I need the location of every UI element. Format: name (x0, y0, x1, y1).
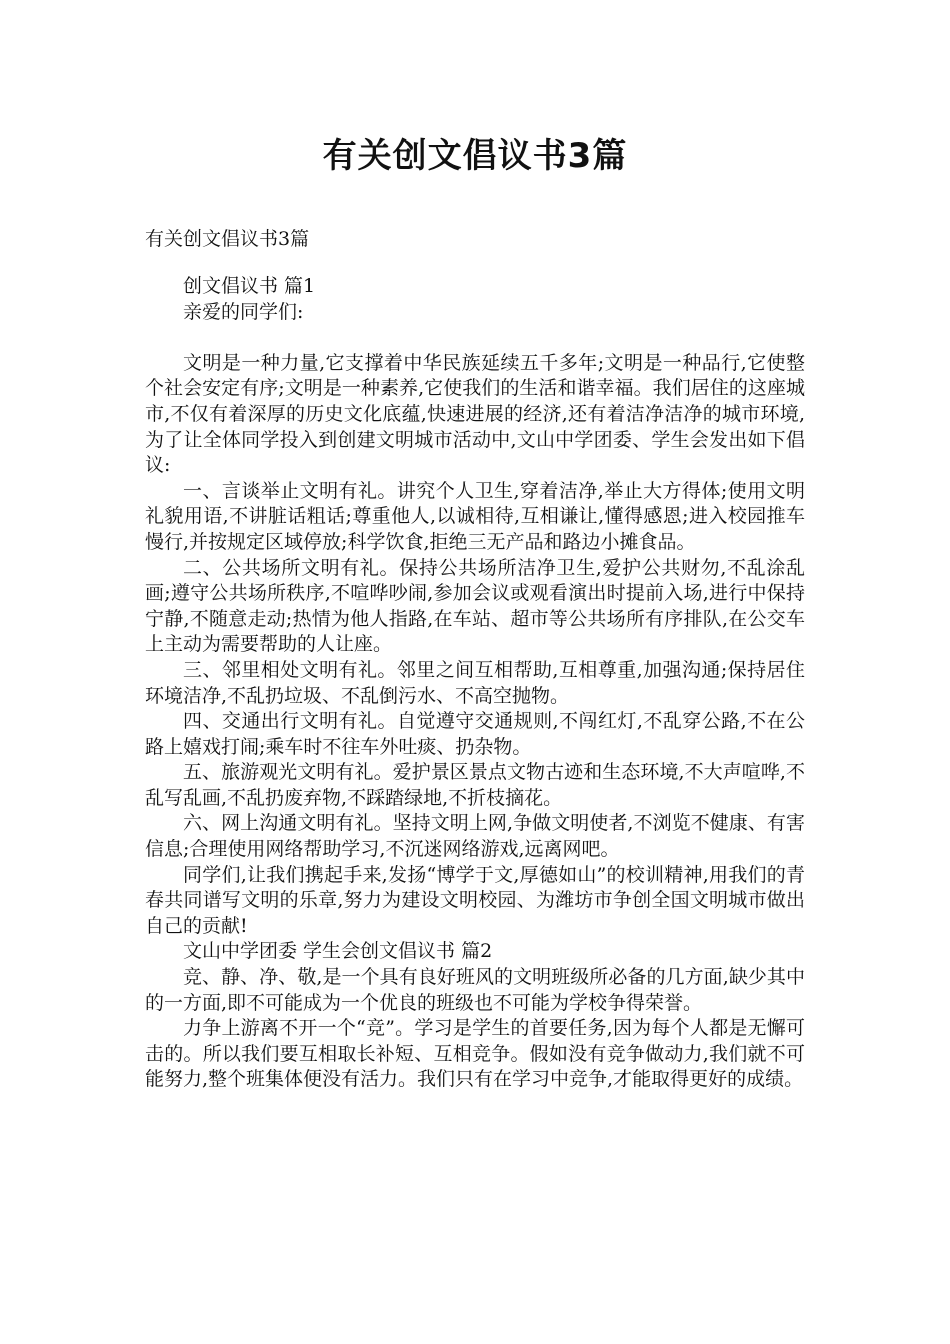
salutation: 亲爱的同学们: (183, 300, 304, 323)
paragraph: 二、公共场所文明有礼。保持公共场所洁净卫生,爱护公共财勿,不乱涂乱画;遵守公共场所秩序,不喧哗吵闹,参加会议或观看演出时提前入场,进行中保持宁静,不随意走动;热情为他人指路,在车站、超市等公共场所有序排队,在公交车上主动为需要帮助的人让座。 (145, 556, 805, 656)
paragraph: 力争上游离不开一个“竞”。学习是学生的首要任务,因为每个人都是无懈可击的。所以我们要互相取长补短、互相竞争。假如没有竞争做动力,我们就不可能努力,整个班集体便没有活力。我们只有在学习中竞争,才能取得更好的成绩。 (145, 1017, 805, 1091)
document-subtitle: 有关创文倡议书3篇 (145, 228, 310, 250)
paragraph-spacer (145, 325, 805, 351)
section-heading: 创文倡议书 篇1 (183, 275, 316, 297)
paragraph: 三、邻里相处文明有礼。邻里之间互相帮助,互相尊重,加强沟通;保持居住环境洁净,不乱扔垃圾、不乱倒污水、不高空抛物。 (145, 658, 805, 707)
section-heading: 文山中学团委 学生会创文倡议书 篇2 (183, 940, 493, 963)
paragraph: 四、交通出行文明有礼。自觉遵守交通规则,不闯红灯,不乱穿公路,不在公路上嬉戏打闹;乘车时不往车外吐痰、扔杂物。 (145, 710, 805, 758)
paragraph: 同学们,让我们携起手来,发扬“博学于文,厚德如山”的校训精神,用我们的青春共同谱写文明的乐章,努力为建设文明校园、为潍坊市争创全国文明城市做出自己的贡献! (145, 863, 805, 937)
document-title: 有关创文倡议书3篇 (322, 136, 628, 176)
document-body (145, 274, 805, 1093)
paragraph: 竞、静、净、敬,是一个具有良好班风的文明班级所必备的几方面,缺少其中的一方面,即不可能成为一个优良的班级也不可能为学校争得荣誉。 (145, 966, 805, 1014)
paragraph: 六、网上沟通文明有礼。坚持文明上网,争做文明使者,不浏览不健康、有害信息;合理使用网络帮助学习,不沉迷网络游戏,远离网吧。 (145, 812, 805, 861)
paragraph: 五、旅游观光文明有礼。爱护景区景点文物古迹和生态环境,不大声喧哗,不乱写乱画,不乱扔废弃物,不踩踏绿地,不折枝摘花。 (145, 761, 805, 809)
paragraph: 文明是一种力量,它支撑着中华民族延续五千多年;文明是一种品行,它使整个社会安定有序;文明是一种素养,它使我们的生活和谐幸福。我们居住的这座城市,不仅有着深厚的历史文化底蕴,快速进展的经济,还有着洁净洁净的城市环境,为了让全体同学投入到创建文明城市活动中,文山中学团委、学生会发出如下倡议: (145, 351, 805, 477)
paragraph: 一、言谈举止文明有礼。讲究个人卫生,穿着洁净,举止大方得体;使用文明礼貌用语,不讲脏话粗话;尊重他人,以诚相待,互相谦让,懂得感恩;进入校园推车慢行,并按规定区域停放;科学饮食,拒绝三无产品和路边小摊食品。 (145, 479, 805, 553)
